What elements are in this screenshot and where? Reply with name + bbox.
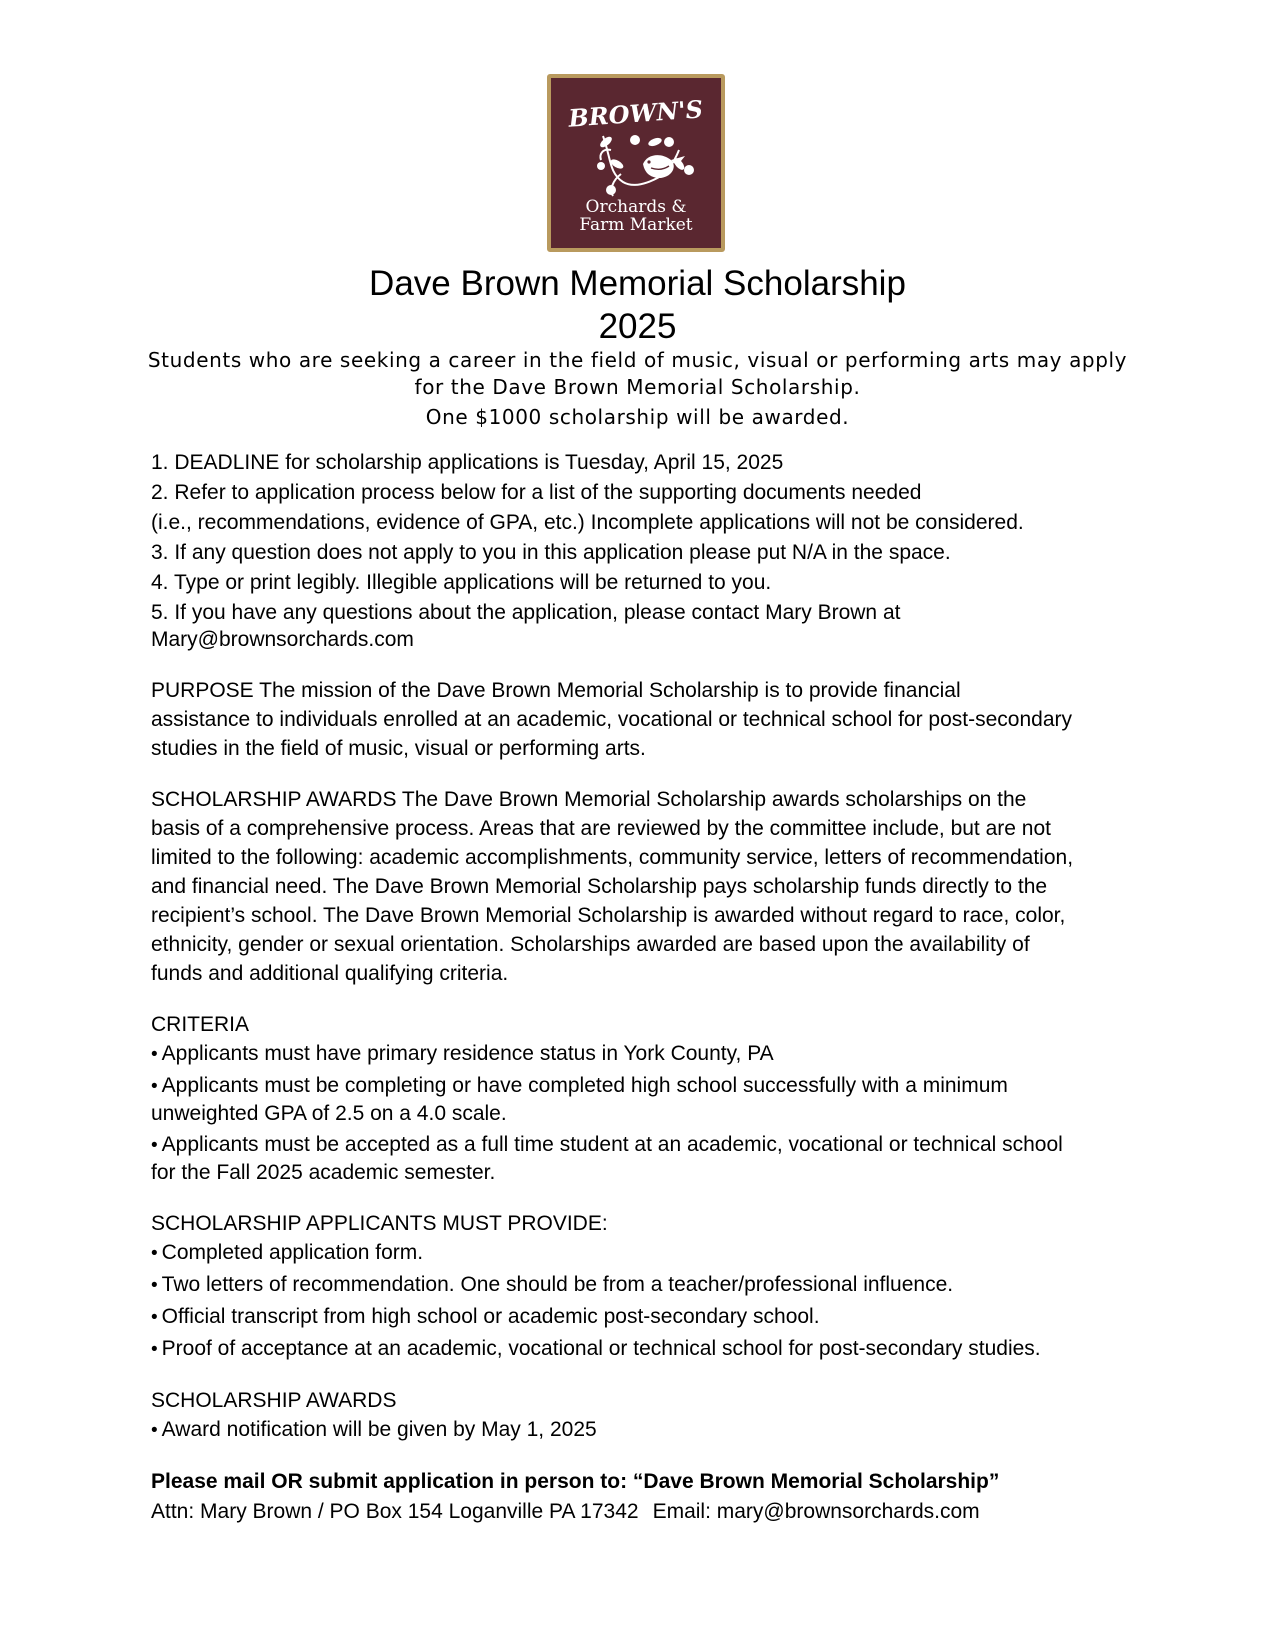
mailing-address-line: [151, 1498, 1171, 1525]
requirement-text: Official transcript from high school or academic post-secondary school.: [161, 1305, 820, 1328]
logo-brand: BROWN'S: [567, 94, 704, 133]
purpose-line: studies in the field of music, visual or performing arts.: [151, 737, 646, 760]
purpose-line: assistance to individuals enrolled at an academic, vocational or technical school for post-secondary: [151, 708, 1073, 731]
award-notification-text: Award notification will be given by May 1, 2025: [161, 1418, 597, 1441]
list-item: [151, 1131, 1171, 1186]
requirement-text: Proof of acceptance at an academic, vocational or technical school for post-secondary studies.: [161, 1337, 1041, 1360]
submission-email: Email: mary@brownsorchards.com: [652, 1500, 980, 1523]
requirement-text: Completed application form.: [161, 1241, 424, 1264]
criteria-text-continued: for the Fall 2025 academic semester.: [151, 1161, 496, 1184]
intro-line: Students who are seeking a career in the field of music, visual or performing arts may apply: [147, 348, 1128, 372]
awards-line: and financial need. The Dave Brown Memorial Scholarship pays scholarship funds directly to the: [151, 875, 1048, 898]
logo-artwork: [551, 78, 721, 248]
award-notification-section: [151, 1387, 1171, 1444]
list-item: [151, 1335, 1171, 1363]
document-body: [151, 449, 1171, 1525]
criteria-heading: CRITERIA: [151, 1013, 250, 1036]
list-item: [151, 1271, 1171, 1299]
list-item: [151, 1239, 1171, 1267]
awards-line: recipient’s school. The Dave Brown Memorial Scholarship is awarded without regard to race, color,: [151, 904, 1066, 927]
requirements-section: [151, 1210, 1171, 1363]
list-item: [151, 1303, 1171, 1331]
criteria-text: Applicants must have primary residence status in York County, PA: [161, 1042, 774, 1065]
contact-email: Mary@brownsorchards.com: [151, 628, 414, 651]
bullet-icon: •: [151, 1420, 158, 1441]
requirement-text: Two letters of recommendation. One should be from a teacher/professional influence.: [161, 1273, 954, 1296]
awards-line: SCHOLARSHIP AWARDS The Dave Brown Memorial Scholarship awards scholarships on the: [151, 788, 1027, 811]
instruction-item: 1. DEADLINE for scholarship applications is Tuesday, April 15, 2025: [151, 451, 784, 474]
bullet-icon: •: [151, 1275, 158, 1296]
submission-block: [151, 1468, 1171, 1525]
award-notification-list: [151, 1416, 1171, 1444]
mailing-address: Attn: Mary Brown / PO Box 154 Loganville PA 17342: [151, 1500, 639, 1523]
intro-block: [120, 347, 1155, 431]
list-item: [151, 1040, 1171, 1068]
instruction-item: 5. If you have any questions about the application, please contact Mary Brown at: [151, 601, 901, 624]
intro-line: for the Dave Brown Memorial Scholarship.: [414, 375, 861, 399]
instructions-list: [151, 449, 1171, 653]
page-title-year: 2025: [598, 307, 677, 346]
instruction-item: 3. If any question does not apply to you in this application please put N/A in the space.: [151, 541, 951, 564]
list-item: [151, 1072, 1171, 1127]
purpose-section: [151, 677, 1171, 762]
criteria-text: Applicants must be accepted as a full time student at an academic, vocational or technical school: [161, 1133, 1063, 1156]
instruction-item: 4. Type or print legibly. Illegible applications will be returned to you.: [151, 571, 772, 594]
bullet-icon: •: [151, 1307, 158, 1328]
criteria-list: [151, 1040, 1171, 1186]
requirements-list: [151, 1239, 1171, 1363]
bullet-icon: •: [151, 1243, 158, 1264]
awards-description-section: [151, 786, 1171, 987]
bullet-icon: •: [151, 1044, 158, 1065]
awards-line: ethnicity, gender or sexual orientation. Scholarships awarded are based upon the availability of: [151, 933, 1030, 956]
awards-line: funds and additional qualifying criteria.: [151, 962, 509, 985]
submission-instructions: Please mail OR submit application in person to: “Dave Brown Memorial Scholarship”: [151, 1470, 1000, 1493]
instruction-item: 2. Refer to application process below for a list of the supporting documents needed: [151, 481, 922, 504]
purpose-line: PURPOSE The mission of the Dave Brown Memorial Scholarship is to provide financial: [151, 679, 961, 702]
criteria-section: [151, 1011, 1171, 1186]
bullet-icon: •: [151, 1076, 158, 1097]
browns-orchards-logo: [547, 74, 725, 252]
award-amount: One $1000 scholarship will be awarded.: [425, 405, 850, 429]
bullet-icon: •: [151, 1339, 158, 1360]
requirements-heading: SCHOLARSHIP APPLICANTS MUST PROVIDE:: [151, 1212, 608, 1235]
criteria-text: Applicants must be completing or have completed high school successfully with a minimum: [161, 1074, 1008, 1097]
page-title: Dave Brown Memorial Scholarship: [369, 264, 906, 303]
logo-line2: Farm Market: [579, 215, 693, 235]
instruction-item: (i.e., recommendations, evidence of GPA, etc.) Incomplete applications will not be considered.: [151, 511, 1024, 534]
criteria-text-continued: unweighted GPA of 2.5 on a 4.0 scale.: [151, 1102, 507, 1125]
award-notification-heading: SCHOLARSHIP AWARDS: [151, 1389, 397, 1412]
logo-line1: Orchards &: [585, 197, 687, 217]
list-item: [151, 1416, 1171, 1444]
awards-line: limited to the following: academic accomplishments, community service, letters of recommendation,: [151, 846, 1074, 869]
awards-line: basis of a comprehensive process. Areas that are reviewed by the committee include, but are not: [151, 817, 1051, 840]
bullet-icon: •: [151, 1135, 158, 1156]
